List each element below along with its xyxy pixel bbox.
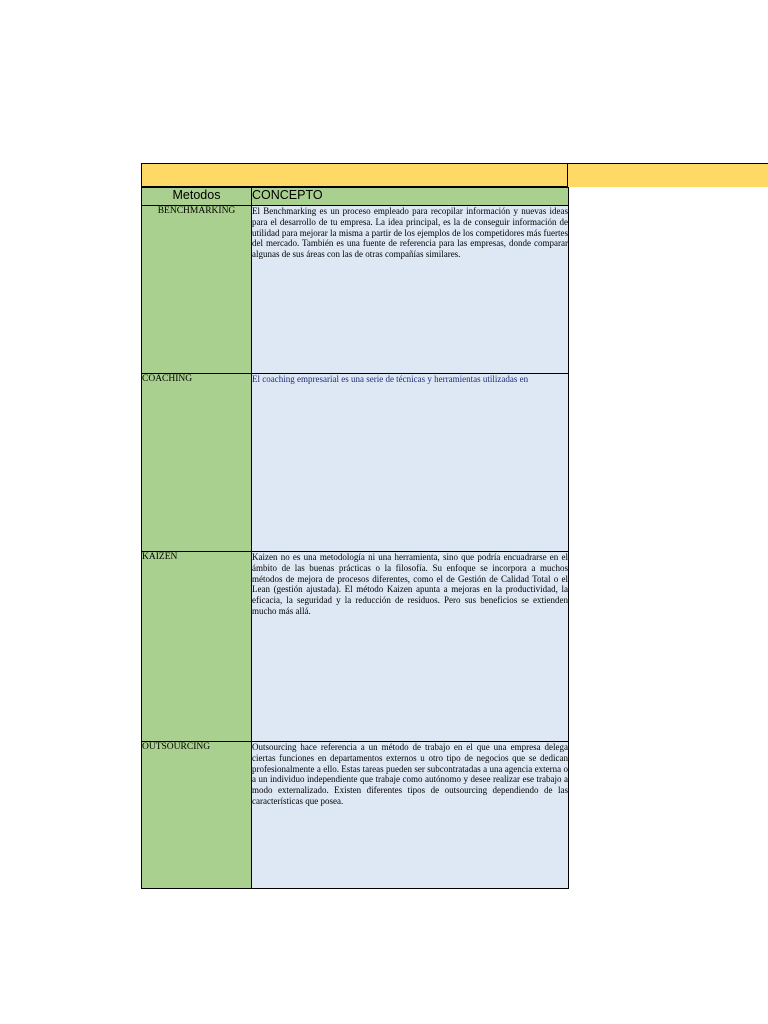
header-method-cell[interactable]: Metodos <box>142 188 252 206</box>
methods-table <box>141 187 569 889</box>
table-row <box>142 206 569 374</box>
table-header-row <box>142 188 569 206</box>
method-cell-outsourcing[interactable]: OUTSOURCING <box>142 742 252 889</box>
title-band-border-left <box>141 163 142 187</box>
method-cell-benchmarking[interactable]: BENCHMARKING <box>142 206 252 374</box>
table-row <box>142 374 569 552</box>
method-cell-kaizen[interactable]: KAIZEN <box>142 552 252 742</box>
table-row <box>142 742 569 889</box>
concept-cell-kaizen[interactable]: Kaizen no es una metodología ni una herramienta, sino que podría encuadrarse en el ámbito de las buenas prácticas o la filosofía. Su enfoque se incorpora a muchos métodos de mejora de procesos diferentes, como el de Gestión de Calidad Total o el Lean (gestión ajustada). El método Kaizen apunta a mejoras en la productividad, la eficacia, la seguridad y la reducción de residuos. Pero sus beneficios se extienden mucho más allá. <box>252 552 569 742</box>
concept-cell-coaching[interactable]: El coaching empresarial es una serie de técnicas y herramientas utilizadas en <box>252 374 569 552</box>
title-band <box>141 163 768 187</box>
concept-cell-outsourcing[interactable]: Outsourcing hace referencia a un método de trabajo en el que una empresa delega ciertas funciones en departamentos externos u otro tipo de negocios que se dedican profesionalmente a ello. Estas tareas pueden ser subcontratadas a una agencia externa o a un individuo independiente que trabaje como autónomo y desee realizar ese trabajo a modo externalizado. Existen diferentes tipos de outsourcing dependiendo de las características que posea. <box>252 742 569 889</box>
method-cell-coaching[interactable]: COACHING <box>142 374 252 552</box>
table-row <box>142 552 569 742</box>
title-band-border-inner <box>567 163 568 187</box>
concept-cell-benchmarking[interactable]: El Benchmarking es un proceso empleado para recopilar información y nuevas ideas para el desarrollo de tu empresa. La idea principal, es la de conseguir información de utilidad para mejorar la misma a partir de los ejemplos de los competidores más fuertes del mercado. También es una fuente de referencia para las empresas, donde comparar algunas de sus áreas con las de otras compañías similares. <box>252 206 569 374</box>
header-concept-cell[interactable]: CONCEPTO <box>252 188 569 206</box>
